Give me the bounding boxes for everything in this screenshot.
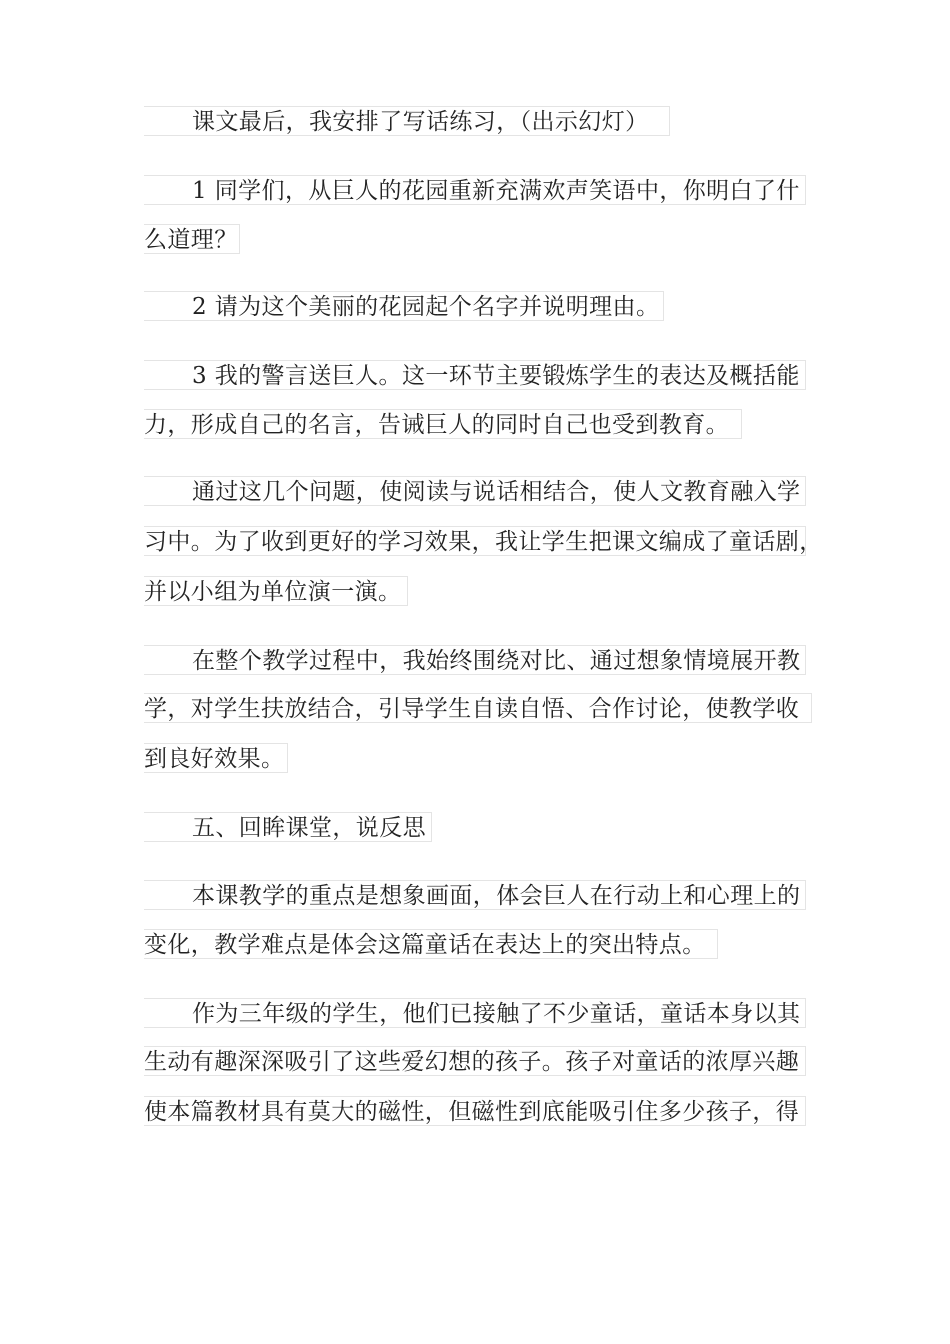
text-line-16: 作为三年级的学生，他们已接触了不少童话，童话本身以其	[144, 998, 806, 1028]
text-line-6: 力，形成自己的名言，告诫巨人的同时自己也受到教育。	[144, 409, 742, 439]
text-line-3: 么道理？	[144, 224, 240, 254]
text-line-12: 到良好效果。	[144, 743, 288, 773]
section-heading: 五、回眸课堂，说反思	[144, 812, 432, 842]
text-line-17: 生动有趣深深吸引了这些爱幻想的孩子。孩子对童话的浓厚兴趣	[144, 1046, 806, 1076]
text-line-14: 本课教学的重点是想象画面，体会巨人在行动上和心理上的	[144, 880, 806, 910]
text-line-18: 使本篇教材具有莫大的磁性，但磁性到底能吸引住多少孩子，得	[144, 1096, 806, 1126]
text-line-11: 学，对学生扶放结合，引导学生自读自悟、合作讨论，使教学收	[144, 693, 812, 723]
text-line-1: 课文最后，我安排了写话练习，（出示幻灯）	[144, 106, 670, 136]
text-line-8: 习中。为了收到更好的学习效果，我让学生把课文编成了童话剧，	[144, 526, 806, 556]
text-line-7: 通过这几个问题，使阅读与说话相结合，使人文教育融入学	[144, 476, 806, 506]
text-line-2: 1 同学们，从巨人的花园重新充满欢声笑语中，你明白了什	[144, 175, 806, 205]
text-line-10: 在整个教学过程中，我始终围绕对比、通过想象情境展开教	[144, 645, 806, 675]
text-line-15: 变化，教学难点是体会这篇童话在表达上的突出特点。	[144, 929, 718, 959]
text-line-4: 2 请为这个美丽的花园起个名字并说明理由。	[144, 291, 664, 321]
text-line-9: 并以小组为单位演一演。	[144, 576, 408, 606]
text-line-5: 3 我的警言送巨人。这一环节主要锻炼学生的表达及概括能	[144, 360, 806, 390]
